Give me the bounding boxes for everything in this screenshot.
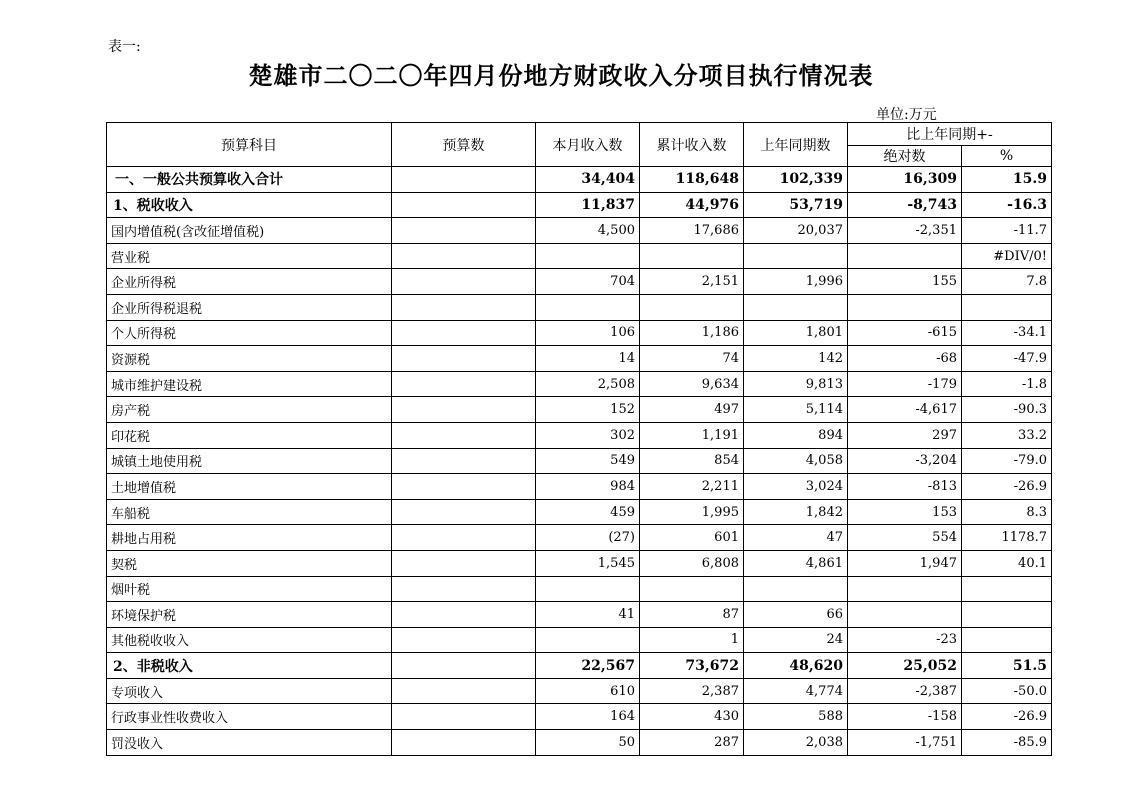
- row-last-year: 4,774: [744, 678, 848, 704]
- table-row: [107, 422, 1052, 448]
- row-name: 企业所得税退税: [107, 294, 392, 320]
- row-absolute-change: -4,617: [848, 397, 962, 423]
- row-budget: [392, 653, 536, 679]
- row-percent-change: -90.3: [962, 397, 1052, 423]
- table-row: [107, 371, 1052, 397]
- row-month-income: 41: [536, 602, 640, 628]
- row-name: 城市维护建设税: [107, 371, 392, 397]
- table-row: [107, 653, 1052, 679]
- row-budget: [392, 550, 536, 576]
- row-last-year: 47: [744, 525, 848, 551]
- row-name: 2、非税收入: [107, 653, 392, 679]
- table-row: [107, 525, 1052, 551]
- row-month-income: [536, 294, 640, 320]
- page-title: 楚雄市二〇二〇年四月份地方财政收入分项目执行情况表: [248, 61, 874, 90]
- row-budget: [392, 269, 536, 295]
- row-absolute-change: 153: [848, 499, 962, 525]
- table-row: [107, 704, 1052, 730]
- row-cumulative-income: 430: [640, 704, 744, 730]
- row-month-income: 50: [536, 730, 640, 756]
- table-row: [107, 269, 1052, 295]
- row-budget: [392, 167, 536, 193]
- row-budget: [392, 499, 536, 525]
- row-cumulative-income: 1: [640, 627, 744, 653]
- row-last-year: 102,339: [744, 167, 848, 193]
- row-percent-change: [962, 627, 1052, 653]
- row-last-year: 20,037: [744, 218, 848, 244]
- row-absolute-change: -2,387: [848, 678, 962, 704]
- row-month-income: 610: [536, 678, 640, 704]
- row-budget: [392, 243, 536, 269]
- row-last-year: 142: [744, 346, 848, 372]
- row-budget: [392, 576, 536, 602]
- row-budget: [392, 678, 536, 704]
- row-absolute-change: -813: [848, 474, 962, 500]
- row-budget: [392, 346, 536, 372]
- row-budget: [392, 525, 536, 551]
- row-last-year: 1,842: [744, 499, 848, 525]
- row-last-year: 24: [744, 627, 848, 653]
- row-last-year: [744, 243, 848, 269]
- row-budget: [392, 422, 536, 448]
- row-name: 国内增值税(含改征增值税): [107, 218, 392, 244]
- row-cumulative-income: 1,191: [640, 422, 744, 448]
- row-budget: [392, 474, 536, 500]
- row-name: 个人所得税: [107, 320, 392, 346]
- row-month-income: 14: [536, 346, 640, 372]
- table-row: [107, 499, 1052, 525]
- row-cumulative-income: [640, 294, 744, 320]
- row-cumulative-income: 17,686: [640, 218, 744, 244]
- row-percent-change: [962, 294, 1052, 320]
- row-absolute-change: -158: [848, 704, 962, 730]
- row-month-income: 152: [536, 397, 640, 423]
- row-budget: [392, 730, 536, 756]
- row-percent-change: 7.8: [962, 269, 1052, 295]
- table-label: 表一:: [108, 39, 141, 55]
- row-percent-change: 40.1: [962, 550, 1052, 576]
- row-absolute-change: [848, 243, 962, 269]
- row-cumulative-income: 2,211: [640, 474, 744, 500]
- row-absolute-change: -615: [848, 320, 962, 346]
- header-percent: %: [962, 146, 1052, 167]
- row-last-year: 9,813: [744, 371, 848, 397]
- row-last-year: 4,058: [744, 448, 848, 474]
- row-name: 1、税收收入: [107, 192, 392, 218]
- row-percent-change: #DIV/0!: [962, 243, 1052, 269]
- row-name: 车船税: [107, 499, 392, 525]
- row-percent-change: -85.9: [962, 730, 1052, 756]
- row-absolute-change: -1,751: [848, 730, 962, 756]
- unit-label: 单位:万元: [876, 107, 937, 123]
- header-month: 本月收入数: [536, 123, 640, 167]
- row-percent-change: -79.0: [962, 448, 1052, 474]
- row-percent-change: [962, 576, 1052, 602]
- table-row: [107, 678, 1052, 704]
- row-name: 印花税: [107, 422, 392, 448]
- row-month-income: [536, 576, 640, 602]
- row-name: 其他税收收入: [107, 627, 392, 653]
- row-absolute-change: 155: [848, 269, 962, 295]
- row-last-year: 48,620: [744, 653, 848, 679]
- row-last-year: 53,719: [744, 192, 848, 218]
- row-name: 耕地占用税: [107, 525, 392, 551]
- row-absolute-change: -8,743: [848, 192, 962, 218]
- row-absolute-change: 297: [848, 422, 962, 448]
- row-budget: [392, 192, 536, 218]
- row-percent-change: -26.9: [962, 704, 1052, 730]
- table-row: [107, 346, 1052, 372]
- row-cumulative-income: 497: [640, 397, 744, 423]
- row-cumulative-income: 44,976: [640, 192, 744, 218]
- row-budget: [392, 320, 536, 346]
- row-budget: [392, 371, 536, 397]
- row-absolute-change: -23: [848, 627, 962, 653]
- header-absolute: 绝对数: [848, 146, 962, 167]
- table-row: [107, 167, 1052, 193]
- row-percent-change: 33.2: [962, 422, 1052, 448]
- row-absolute-change: 1,947: [848, 550, 962, 576]
- row-month-income: 11,837: [536, 192, 640, 218]
- header-compare: 比上年同期+-: [848, 123, 1052, 146]
- header-budget: 预算数: [392, 123, 536, 167]
- row-percent-change: 8.3: [962, 499, 1052, 525]
- row-absolute-change: -2,351: [848, 218, 962, 244]
- row-last-year: 66: [744, 602, 848, 628]
- row-name: 烟叶税: [107, 576, 392, 602]
- row-month-income: (27): [536, 525, 640, 551]
- row-budget: [392, 704, 536, 730]
- table-row: [107, 243, 1052, 269]
- row-absolute-change: [848, 294, 962, 320]
- row-percent-change: -11.7: [962, 218, 1052, 244]
- row-name: 行政事业性收费收入: [107, 704, 392, 730]
- row-last-year: [744, 576, 848, 602]
- row-cumulative-income: 287: [640, 730, 744, 756]
- table-row: [107, 448, 1052, 474]
- row-name: 企业所得税: [107, 269, 392, 295]
- row-percent-change: 1178.7: [962, 525, 1052, 551]
- row-cumulative-income: 118,648: [640, 167, 744, 193]
- row-cumulative-income: 1,995: [640, 499, 744, 525]
- row-cumulative-income: 73,672: [640, 653, 744, 679]
- row-percent-change: -26.9: [962, 474, 1052, 500]
- row-name: 环境保护税: [107, 602, 392, 628]
- row-last-year: 1,801: [744, 320, 848, 346]
- row-name: 房产税: [107, 397, 392, 423]
- row-last-year: [744, 294, 848, 320]
- row-budget: [392, 602, 536, 628]
- table-row: [107, 730, 1052, 756]
- row-absolute-change: -179: [848, 371, 962, 397]
- row-name: 罚没收入: [107, 730, 392, 756]
- row-absolute-change: 554: [848, 525, 962, 551]
- table-row: [107, 397, 1052, 423]
- header-last-year: 上年同期数: [744, 123, 848, 167]
- row-percent-change: -50.0: [962, 678, 1052, 704]
- row-name: 营业税: [107, 243, 392, 269]
- table-row: [107, 602, 1052, 628]
- table-row: [107, 294, 1052, 320]
- row-cumulative-income: 854: [640, 448, 744, 474]
- row-name: 土地增值税: [107, 474, 392, 500]
- row-percent-change: -16.3: [962, 192, 1052, 218]
- row-month-income: 22,567: [536, 653, 640, 679]
- row-cumulative-income: 2,387: [640, 678, 744, 704]
- row-name: 契税: [107, 550, 392, 576]
- table-row: [107, 320, 1052, 346]
- row-absolute-change: 25,052: [848, 653, 962, 679]
- table-row: [107, 474, 1052, 500]
- row-last-year: 588: [744, 704, 848, 730]
- row-last-year: 894: [744, 422, 848, 448]
- row-budget: [392, 627, 536, 653]
- row-percent-change: -1.8: [962, 371, 1052, 397]
- row-last-year: 5,114: [744, 397, 848, 423]
- row-cumulative-income: 74: [640, 346, 744, 372]
- row-month-income: 164: [536, 704, 640, 730]
- row-month-income: 459: [536, 499, 640, 525]
- row-month-income: 1,545: [536, 550, 640, 576]
- table-row: [107, 192, 1052, 218]
- row-name: 一、一般公共预算收入合计: [107, 167, 392, 193]
- row-cumulative-income: 9,634: [640, 371, 744, 397]
- row-cumulative-income: 6,808: [640, 550, 744, 576]
- row-month-income: 984: [536, 474, 640, 500]
- row-last-year: 1,996: [744, 269, 848, 295]
- row-month-income: 302: [536, 422, 640, 448]
- row-budget: [392, 294, 536, 320]
- row-percent-change: -34.1: [962, 320, 1052, 346]
- row-cumulative-income: 1,186: [640, 320, 744, 346]
- header-subject: 预算科目: [107, 123, 392, 167]
- row-month-income: 704: [536, 269, 640, 295]
- row-last-year: 2,038: [744, 730, 848, 756]
- row-month-income: 549: [536, 448, 640, 474]
- table-row: [107, 627, 1052, 653]
- table-row: [107, 218, 1052, 244]
- row-month-income: 2,508: [536, 371, 640, 397]
- row-cumulative-income: 2,151: [640, 269, 744, 295]
- row-month-income: [536, 627, 640, 653]
- row-month-income: [536, 243, 640, 269]
- row-cumulative-income: 601: [640, 525, 744, 551]
- row-last-year: 3,024: [744, 474, 848, 500]
- row-name: 资源税: [107, 346, 392, 372]
- row-last-year: 4,861: [744, 550, 848, 576]
- row-percent-change: [962, 602, 1052, 628]
- table-row: [107, 550, 1052, 576]
- row-budget: [392, 218, 536, 244]
- row-month-income: 4,500: [536, 218, 640, 244]
- row-absolute-change: [848, 602, 962, 628]
- header-cumulative: 累计收入数: [640, 123, 744, 167]
- row-percent-change: 15.9: [962, 167, 1052, 193]
- row-absolute-change: 16,309: [848, 167, 962, 193]
- row-percent-change: -47.9: [962, 346, 1052, 372]
- row-cumulative-income: [640, 576, 744, 602]
- table-row: [107, 576, 1052, 602]
- row-budget: [392, 448, 536, 474]
- row-cumulative-income: [640, 243, 744, 269]
- row-absolute-change: [848, 576, 962, 602]
- row-percent-change: 51.5: [962, 653, 1052, 679]
- row-budget: [392, 397, 536, 423]
- row-name: 城镇土地使用税: [107, 448, 392, 474]
- row-month-income: 34,404: [536, 167, 640, 193]
- row-name: 专项收入: [107, 678, 392, 704]
- row-absolute-change: -3,204: [848, 448, 962, 474]
- row-absolute-change: -68: [848, 346, 962, 372]
- row-cumulative-income: 87: [640, 602, 744, 628]
- revenue-table: [106, 122, 1052, 756]
- row-month-income: 106: [536, 320, 640, 346]
